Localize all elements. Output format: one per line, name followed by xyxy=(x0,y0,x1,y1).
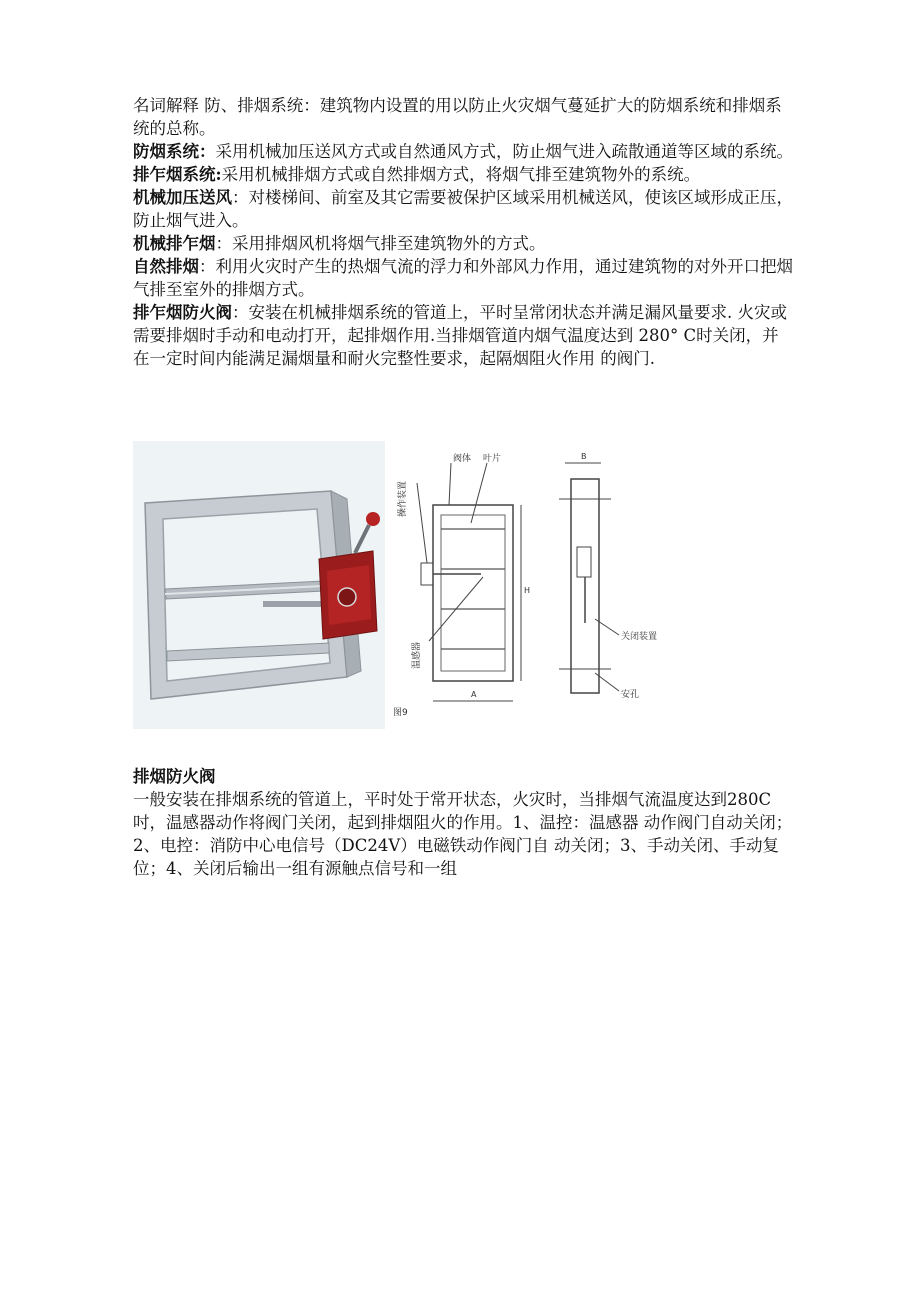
definition-term: 自然排烟 xyxy=(133,257,199,276)
intro-text: 建筑物内设置的用以防止火灾烟气蔓延扩大的防烟系统和排烟系统的总称。 xyxy=(133,96,782,138)
definition-fire-damper xyxy=(133,301,793,370)
definition-smoke-control xyxy=(133,140,793,163)
definition-text: ：安装在机械排烟系统的管道上，平时呈常闭状态并满足漏风量要求. 火灾或需要排烟时手动和电动打开，起排烟作用.当排烟管道内烟气温度达到 280° C时关闭，并在一定时间内能满足漏烟量和耐火完整性要求，起隔烟阻火作用 的阀门. xyxy=(133,303,787,368)
definition-text: ：对楼梯间、前室及其它需要被保护区域采用机械送风，使该区域形成正压，防止烟气进入。 xyxy=(133,188,793,230)
label-body: 阀体 xyxy=(453,454,472,464)
intro-paragraph xyxy=(133,94,793,140)
damper-figure xyxy=(133,441,658,731)
dim-b: B xyxy=(581,452,587,461)
dim-h: H xyxy=(524,586,531,595)
definition-term: 排乍烟系统: xyxy=(133,165,222,184)
definitions-block xyxy=(133,94,793,370)
definition-term: 机械加压送风 xyxy=(133,188,232,207)
dim-a: A xyxy=(471,690,477,699)
definition-term: 排乍烟防火阀 xyxy=(133,303,232,322)
definition-text: ：利用火灾时产生的热烟气流的浮力和外部风力作用，通过建筑物的对外开口把烟气排至室外的排烟方式。 xyxy=(133,257,793,299)
definition-natural-exhaust xyxy=(133,255,793,301)
label-sensor: 温感器 xyxy=(412,641,422,669)
damper-drawing xyxy=(389,443,739,727)
fire-damper-section xyxy=(133,765,793,880)
definition-text: 采用机械排烟方式或自然排烟方式，将烟气排至建筑物外的系统。 xyxy=(221,165,701,184)
definition-term: 防烟系统： xyxy=(133,142,216,161)
label-actuator: 操作装置 xyxy=(398,480,408,517)
label-blade: 叶片 xyxy=(483,454,502,464)
intro-prefix: 名词解释 防、排烟系统： xyxy=(133,96,320,115)
definition-term: 机械排乍烟 xyxy=(133,234,216,253)
label-hole: 安孔 xyxy=(621,690,640,700)
section-text: 一般安装在排烟系统的管道上，平时处于常开状态，火灾时，当排烟气流温度达到280C吋，温感器动作将阀门关闭，起到排烟阻火的作用。1、温控：温感器 动作阀门自动关闭；2、电控：消防中心电信号（DC24V）电磁铁动作阀门自 动关闭；3、手动关闭、手动复位；4、关闭后输出一组有源触点信号和一组 xyxy=(133,790,793,878)
label-fig: 图9 xyxy=(393,708,408,718)
definition-smoke-exhaust xyxy=(133,163,793,186)
label-switch: 关闭装置 xyxy=(621,632,658,642)
definition-pressurization xyxy=(133,186,793,232)
damper-photo xyxy=(133,441,385,729)
definition-text: 采用机械加压送风方式或自然通风方式，防止烟气进入疏散通道等区域的系统。 xyxy=(215,142,793,161)
definition-text: ：采用排烟风机将烟气排至建筑物外的方式。 xyxy=(215,234,546,253)
section-title: 排烟防火阀 xyxy=(133,767,216,786)
definition-mechanical-exhaust xyxy=(133,232,793,255)
